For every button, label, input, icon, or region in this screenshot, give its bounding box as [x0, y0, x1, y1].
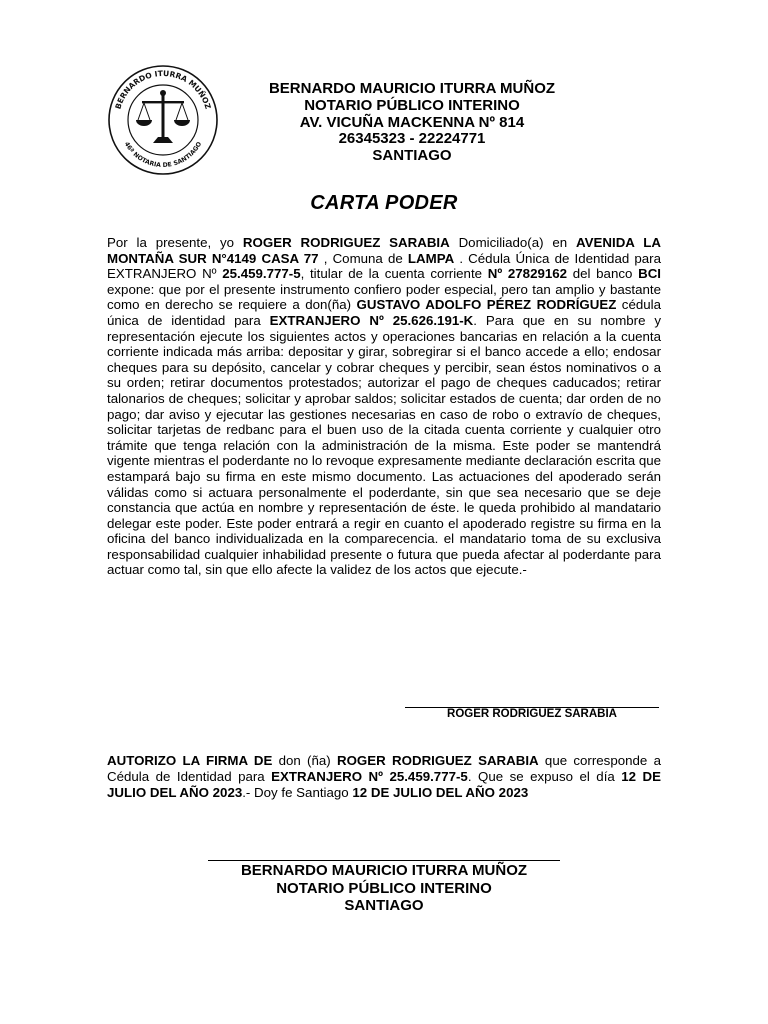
authorization-paragraph: [107, 753, 661, 801]
body-text-run: 25.459.777-5: [222, 266, 301, 282]
notary-phones: 26345323 - 22224771: [338, 130, 486, 148]
body-text-run: LAMPA: [407, 250, 455, 266]
body-text-run: . Cédula Única de Identidad para EXTRANJERO Nº: [107, 250, 661, 282]
authorization-text-run: don (ña): [272, 753, 337, 768]
notary-seal-stamp: [106, 64, 220, 176]
body-text-run: Domiciliado(a) en: [449, 235, 577, 250]
body-text-run: ROGER RODRIGUEZ SARABIA: [242, 235, 450, 250]
notary-header: [220, 81, 604, 165]
authorization-text-run: 12 DE JULIO DEL AÑO 2023: [352, 785, 529, 800]
body-text-run: del banco: [567, 266, 639, 282]
footer-notary-name: BERNARDO MAURICIO ITURRA MUÑOZ: [240, 862, 528, 879]
authorization-text-run: AUTORIZO LA FIRMA DE: [107, 753, 273, 768]
grantor-signature-name: ROGER RODRIGUEZ SARABIA: [447, 708, 617, 720]
body-text-run: expone: que por el presente instrumento confiero poder especial, pero tan amplio y bastante como en derecho se requiere a don(ña): [107, 281, 661, 313]
body-text-run: cédula única de identidad para: [107, 297, 661, 328]
body-text-run: , Comuna de: [318, 250, 408, 266]
notary-address: AV. VICUÑA MACKENNA Nº 814: [299, 113, 525, 131]
body-text-run: , titular de la cuenta corriente: [300, 266, 488, 282]
body-text-run: EXTRANJERO Nº 25.626.191-K: [269, 312, 474, 328]
footer-notary-role: NOTARIO PÚBLICO INTERINO: [276, 879, 492, 897]
document-title: CARTA PODER: [310, 192, 458, 214]
notary-signature-line: [208, 860, 560, 861]
body-text-run: . Para que en su nombre y representación ejecute los siguientes actos y operaciones bancarias en relación a la cuenta corriente indicada más arriba: depositar y girar, sobregirar si el banco accede a ello; endosar cheques para su depósito, cancelar y cobrar cheques y percibir, sean éstos nominativos o a su orden; retirar documentos protestados; autorizar el pago de cheques caducados; retirar talonarios de cheques; solicitar y aprobar saldos; solicitar estados de cuenta; dar orden de no pago; dar aviso y ejecutar las gestiones necesarias en caso de robo o extravío de cheques, solicitar tarjetas de redbanc para el buen uso de la citada cuenta corriente y cualquier otro trámite que tenga relación con la administración de la misma. Este poder se mantendrá vigente mientras el poderdante no lo revoque expresamente mediante declaración escrita que estampará bajo su firma en este mismo documento. Las actuaciones del apoderado serán válidas como si actuara personalmente el poderdante, sin que sea necesario que se deje constancia que actúa en nombre y representación de éste. le queda prohibido al mandatario delegar este poder. Este poder entrará a regir en cuanto el apoderado registre su firma en la oficina del banco individualizada en la comparecencia. el mandatario toma de su exclusiva responsabilidad cualquier inhabilidad presente o futura que pueda afectar al poderdante para actuar como tal, sin que ello afecte la validez de los actos que ejecute.-: [107, 312, 661, 578]
body-text-run: AVENIDA LA MONTAÑA SUR N°4149 CASA 77: [107, 235, 661, 266]
body-text-run: BCI: [638, 266, 661, 282]
body-paragraph: [107, 235, 661, 578]
seal-ring-bottom-text: 46ª NOTARIA DE SANTIAGO: [122, 140, 204, 170]
body-text-run: GUSTAVO ADOLFO PÉREZ RODRÍGUEZ: [356, 297, 617, 313]
authorization-text-run: ROGER RODRIGUEZ SARABIA: [336, 753, 539, 768]
authorization-text-run: .- Doy fe Santiago: [242, 785, 353, 800]
authorization-text-run: 12 DE JULIO DEL AÑO 2023: [107, 769, 662, 800]
body-text-run: Nº 27829162: [487, 266, 568, 282]
notary-name: BERNARDO MAURICIO ITURRA MUÑOZ: [268, 80, 556, 97]
scales-of-justice-icon: [136, 90, 190, 143]
seal-ring-top-text: BERNARDO ITURRA MUÑOZ: [113, 68, 213, 111]
authorization-text-run: EXTRANJERO Nº 25.459.777-5: [271, 769, 468, 784]
notary-footer: [0, 862, 768, 915]
notary-city: SANTIAGO: [372, 147, 452, 165]
authorization-text-run: . Que se expuso el día: [467, 769, 622, 784]
footer-notary-city: SANTIAGO: [344, 897, 424, 914]
power-of-attorney-body: [107, 235, 661, 578]
authorization-text-run: que corresponde a Cédula de Identidad para: [107, 753, 661, 784]
body-text-run: Por la presente, yo: [107, 235, 243, 250]
signature-authorization: [107, 753, 661, 801]
notary-role: NOTARIO PÚBLICO INTERINO: [304, 96, 520, 114]
